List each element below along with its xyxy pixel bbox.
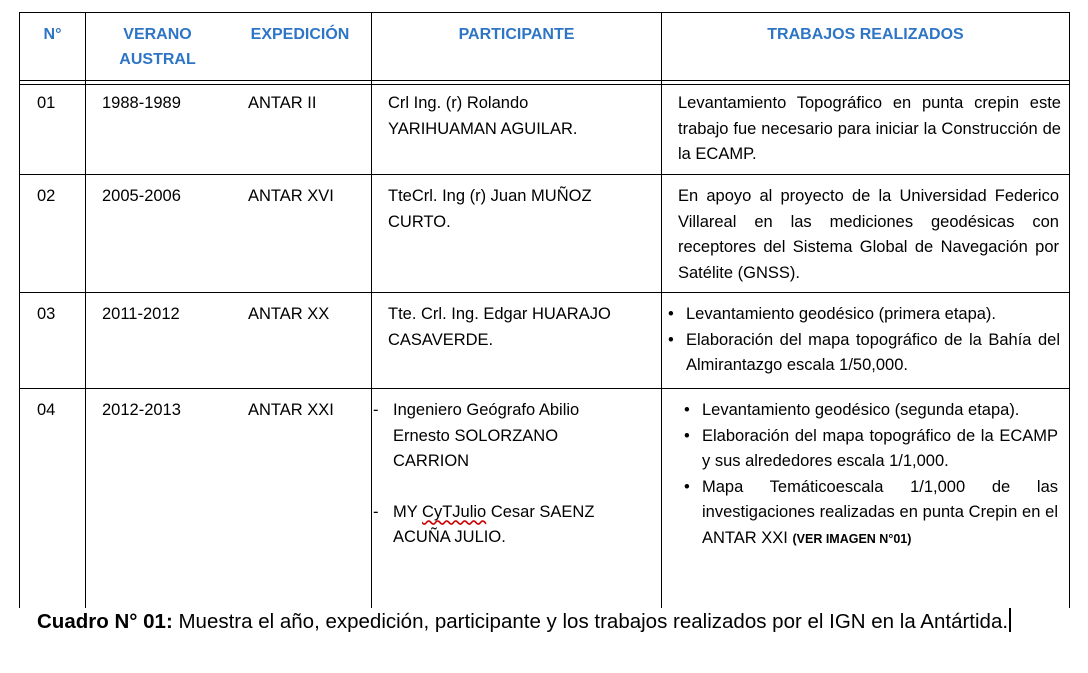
header-expedition: EXPEDICIÓN — [250, 26, 350, 43]
column-divider — [661, 12, 662, 608]
table-border-top — [19, 12, 1070, 13]
image-reference: (VER IMAGEN N°01) — [792, 531, 912, 546]
list-item-text: Mapa Temáticoescala 1/1,000 de las investigaciones realizadas en punta Crepin en el ANTAR XXI — [702, 477, 1058, 547]
row1-expedition: ANTAR II — [248, 94, 317, 112]
column-divider — [371, 12, 372, 608]
row2-participant: TteCrl. Ing (r) Juan MUÑOZ CURTO. — [388, 187, 592, 231]
row-separator — [19, 388, 1070, 389]
row3-expedition: ANTAR XX — [248, 305, 330, 323]
row4-num: 04 — [37, 401, 56, 419]
participant-name-rest: Cesar SAENZ ACUÑA JULIO. — [393, 502, 595, 546]
row4-works — [684, 398, 1058, 552]
table-border-right — [1069, 12, 1070, 608]
row3-summer: 2011-2012 — [102, 305, 180, 323]
row4-summer: 2012-2013 — [102, 401, 181, 419]
spellcheck-flagged-word: CyTJulio — [422, 502, 487, 521]
header-separator — [19, 80, 1070, 81]
text-cursor — [1009, 608, 1011, 632]
list-item — [684, 475, 1058, 553]
row1-summer: 1988-1989 — [102, 94, 181, 112]
list-item: • Levantamiento geodésico (segunda etapa). — [684, 398, 1058, 424]
row1-works: Levantamiento Topográfico en punta crepin este trabajo fue necesario para iniciar la Construcción de la ECAMP. — [678, 94, 1061, 163]
list-item: • Elaboración del mapa topográfico de la ECAMP y sus alrededores escala 1/1,000. — [684, 424, 1058, 475]
list-item: • Elaboración del mapa topográfico de la Bahía del Almirantazgo escala 1/50,000. — [668, 328, 1060, 379]
header-works: TRABAJOS REALIZADOS — [767, 26, 964, 43]
header-participant: PARTICIPANTE — [458, 26, 575, 43]
list-item — [373, 500, 618, 551]
header-num: N° — [43, 26, 62, 43]
table-border-left — [19, 12, 20, 608]
row3-works — [668, 302, 1060, 379]
row2-expedition: ANTAR XVI — [248, 187, 334, 205]
header-separator — [19, 84, 1070, 85]
list-item: - Ingeniero Geógrafo Abilio Ernesto SOLORZANO CARRION — [373, 398, 618, 475]
caption-text: Muestra el año, expedición, participante y los trabajos realizados por el IGN en la Antártida. — [172, 610, 1009, 633]
row1-participant: Crl Ing. (r) Rolando YARIHUAMAN AGUILAR. — [388, 94, 578, 138]
row-separator — [19, 174, 1070, 175]
row1-num: 01 — [37, 94, 56, 112]
header-summer: VERANO AUSTRAL — [119, 26, 196, 68]
row-separator — [19, 292, 1070, 293]
caption-label: Cuadro N° 01: — [37, 610, 173, 633]
list-item: • Levantamiento geodésico (primera etapa). — [668, 302, 1060, 328]
row4-expedition: ANTAR XXI — [248, 401, 334, 419]
column-divider — [85, 12, 86, 608]
row2-num: 02 — [37, 187, 56, 205]
row3-num: 03 — [37, 305, 56, 323]
participant-name-prefix: MY — [393, 502, 423, 521]
row2-works: En apoyo al proyecto de la Universidad Federico Villareal en las mediciones geodésicas con receptores del Sistema Global de Navegación por Satélite (GNSS). — [678, 187, 1059, 282]
table-caption — [37, 607, 1057, 636]
row4-participant — [373, 398, 618, 551]
row3-participant: Tte. Crl. Ing. Edgar HUARAJO CASAVERDE. — [388, 305, 611, 349]
row2-summer: 2005-2006 — [102, 187, 181, 205]
